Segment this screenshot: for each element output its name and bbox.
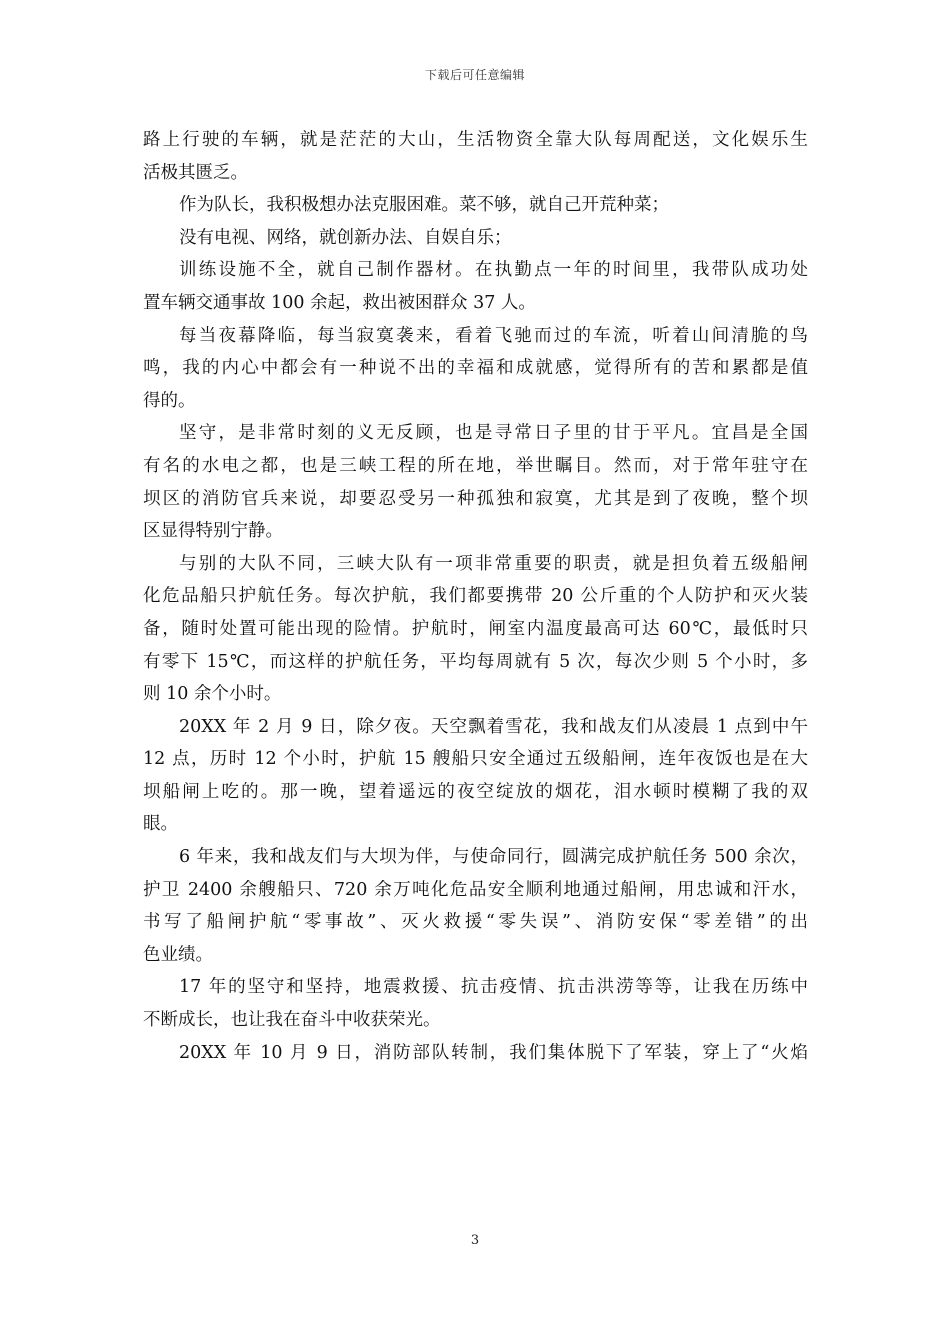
- document-body: [143, 124, 808, 1069]
- text-line: 鸣，我的内心中都会有一种说不出的幸福和成就感，觉得所有的苦和累都是值: [143, 358, 808, 379]
- text-line: 20XX 年 2 月 9 日，除夕夜。天空飘着雪花，我和战友们从凌晨 1 点到中午: [179, 716, 808, 737]
- text-line: 则 10 余个小时。: [143, 684, 282, 705]
- text-line: 眼。: [143, 814, 178, 835]
- page-number: 3: [470, 1233, 480, 1248]
- text-line: 12 点，历时 12 个小时，护航 15 艘船只安全通过五级船闸，连年夜饭也是在大: [143, 749, 808, 770]
- text-line: 17 年的坚守和坚持，地震救援、抗击疫情、抗击洪涝等等，让我在历练中: [179, 977, 808, 998]
- text-line: 色业绩。: [143, 944, 213, 965]
- text-line: 作为队长，我积极想办法克服困难。菜不够，就自己开荒种菜；: [179, 195, 669, 216]
- text-line: 20XX 年 10 月 9 日，消防部队转制，我们集体脱下了军装，穿上了“火焰: [179, 1042, 808, 1063]
- text-line: 书写了船闸护航“零事故”、灭火救援“零失误”、消防安保“零差错”的出: [143, 912, 808, 933]
- text-line: 不断成长，也让我在奋斗中收获荣光。: [143, 1010, 441, 1031]
- text-line: 坝船闸上吃的。那一晚，望着遥远的夜空绽放的烟花，泪水顿时模糊了我的双: [143, 781, 808, 802]
- page-header: 下载后可任意编辑: [424, 68, 525, 82]
- text-line: 坝区的消防官兵来说，却要忍受另一种孤独和寂寞，尤其是到了夜晚，整个坝: [143, 488, 808, 509]
- text-line: 置车辆交通事故 100 余起，救出被困群众 37 人。: [143, 292, 536, 313]
- text-line: 化危品船只护航任务。每次护航，我们都要携带 20 公斤重的个人防护和灭火装: [143, 586, 808, 607]
- text-line: 备，随时处置可能出现的险情。护航时，闸室内温度最高可达 60℃，最低时只: [143, 618, 808, 639]
- text-line: 每当夜幕降临，每当寂寞袭来，看着飞驰而过的车流，听着山间清脆的鸟: [179, 325, 808, 346]
- text-line: 没有电视、网络，就创新办法、自娱自乐；: [179, 227, 512, 248]
- text-line: 活极其匮乏。: [143, 162, 248, 183]
- text-line: 得的。: [143, 390, 196, 411]
- text-line: 训练设施不全，就自己制作器材。在执勤点一年的时间里，我带队成功处: [179, 260, 808, 281]
- text-line: 有零下 15℃，而这样的护航任务，平均每周就有 5 次，每次少则 5 个小时，多: [143, 651, 808, 672]
- text-line: 与别的大队不同，三峡大队有一项非常重要的职责，就是担负着五级船闸: [179, 553, 808, 574]
- text-line: 护卫 2400 余艘船只、720 余万吨化危品安全顺利地通过船闸，用忠诚和汗水，: [143, 879, 808, 900]
- text-line: 区显得特别宁静。: [143, 521, 283, 542]
- text-line: 6 年来，我和战友们与大坝为伴，与使命同行，圆满完成护航任务 500 余次，: [179, 847, 808, 868]
- text-line: 路上行驶的车辆，就是茫茫的大山，生活物资全靠大队每周配送，文化娱乐生: [143, 130, 808, 150]
- text-line: 有名的水电之都，也是三峡工程的所在地，举世瞩目。然而，对于常年驻守在: [143, 455, 808, 476]
- text-line: 坚守，是非常时刻的义无反顾，也是寻常日子里的甘于平凡。宜昌是全国: [179, 423, 808, 444]
